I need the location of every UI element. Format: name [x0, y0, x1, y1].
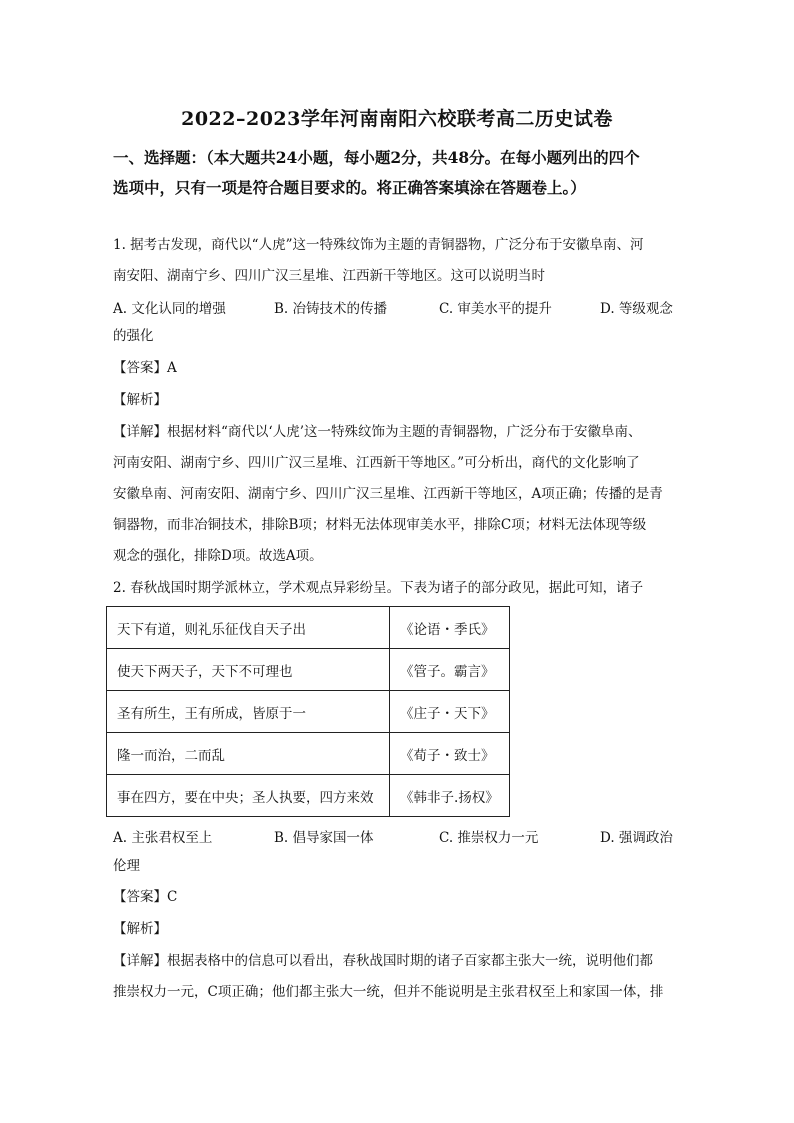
section-heading-line-1: 一、选择题：（本大题共24小题，每小题2分，共48分。在每小题列出的四个: [113, 148, 640, 167]
q1-answer: 【答案】A: [113, 360, 177, 376]
table-cell-view: 天下有道，则礼乐征伐自天子出: [107, 607, 390, 649]
q2-option-b: B. 倡导家国一体: [274, 830, 374, 846]
section-heading: [113, 143, 693, 203]
table-row: [107, 649, 510, 691]
table-row: [107, 733, 510, 775]
q2-stem: 2. 春秋战国时期学派林立，学术观点异彩纷呈。下表为诸子的部分政见，据此可知，诸子: [113, 580, 644, 596]
q1-detail-line-4: 铜器物，而非冶铜技术，排除B项；材料无法体现审美水平，排除C项；材料无法体现等级: [113, 517, 647, 533]
q2-option-d-continued: 伦理: [113, 858, 140, 874]
q2-detail-line-2: 推崇权力一元，C项正确；他们都主张大一统，但并不能说明是主张君权至上和家国一体，排: [113, 984, 664, 1000]
q2-option-c: C. 推崇权力一元: [439, 830, 539, 846]
q1-option-b: B. 冶铸技术的传播: [274, 301, 388, 317]
q2-option-d: D. 强调政治: [600, 830, 673, 846]
q1-detail-line-2: 河南安阳、湖南宁乡、四川广汉三星堆、江西新干等地区。”可分析出，商代的文化影响了: [113, 455, 640, 471]
q2-views-table: [106, 606, 510, 817]
table-row: [107, 775, 510, 817]
section-heading-line-2: 选项中，只有一项是符合题目要求的。将正确答案填涂在答题卷上。）: [113, 178, 586, 197]
table-cell-view: 圣有所生，王有所成，皆原于一: [107, 691, 390, 733]
table-cell-source: 《韩非子.扬权》: [390, 775, 510, 817]
table-row: [107, 691, 510, 733]
q2-option-a: A. 主张君权至上: [113, 830, 213, 846]
q1-detail-line-3: 安徽阜南、河南安阳、湖南宁乡、四川广汉三星堆、江西新干等地区，A项正确；传播的是青: [113, 486, 663, 502]
q1-stem-line-2: 南安阳、湖南宁乡、四川广汉三星堆、江西新干等地区。这可以说明当时: [113, 268, 545, 284]
table-cell-view: 隆一而治，二而乱: [107, 733, 390, 775]
q1-stem-line-1: 1. 据考古发现，商代以“人虎”这一特殊纹饰为主题的青铜器物，广泛分布于安徽阜南、河: [113, 237, 644, 253]
table-cell-source: 《管子。霸言》: [390, 649, 510, 691]
table-cell-source: 《论语・季氏》: [390, 607, 510, 649]
q1-detail-line-1: 【详解】根据材料“商代以‘人虎’这一特殊纹饰为主题的青铜器物，广泛分布于安徽阜南、: [113, 424, 642, 440]
q1-option-c: C. 审美水平的提升: [439, 301, 552, 317]
table-cell-source: 《荀子・致士》: [390, 733, 510, 775]
table-cell-view: 使天下两天子，天下不可理也: [107, 649, 390, 691]
q1-option-d-continued: 的强化: [113, 328, 154, 344]
q1-detail-line-5: 观念的强化，排除D项。故选A项。: [113, 548, 323, 564]
table-cell-source: 《庄子・天下》: [390, 691, 510, 733]
q2-analysis-label: 【解析】: [113, 921, 167, 937]
q1-analysis-label: 【解析】: [113, 392, 167, 408]
q1-option-a: A. 文化认同的增强: [113, 301, 226, 317]
table-row: [107, 607, 510, 649]
q2-answer: 【答案】C: [113, 889, 178, 905]
q2-detail-line-1: 【详解】根据表格中的信息可以看出，春秋战国时期的诸子百家都主张大一统，说明他们都: [113, 953, 653, 969]
exam-title: 2022–2023学年河南南阳六校联考高二历史试卷: [181, 108, 613, 130]
q1-option-d: D. 等级观念: [600, 301, 673, 317]
table-cell-view: 事在四方，要在中央；圣人执要，四方来效: [107, 775, 390, 817]
